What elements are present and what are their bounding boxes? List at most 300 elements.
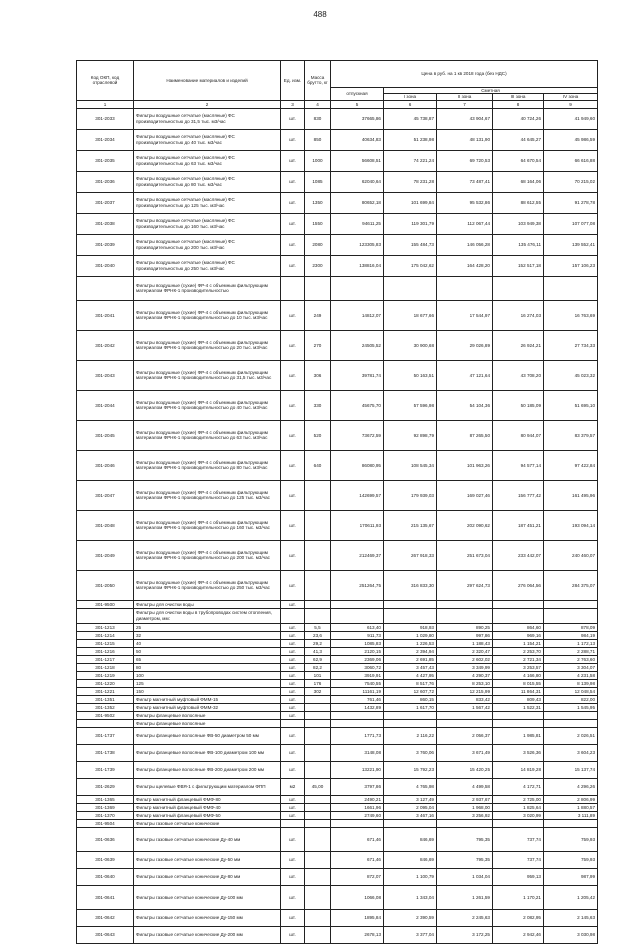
name-cell: Фильтры газовые сетчатые конические Ду-200 мм (134, 926, 281, 943)
zone2-price-cell: 47 121,64 (437, 360, 493, 390)
name-cell: Фильтры воздушные (сухие) ФР-4 с объемным фильтрующим материалом ФРНК-1 производительностью до 200 тыс. м3/час (134, 540, 281, 570)
zone1-price-cell: 57 596,98 (384, 390, 437, 420)
zone2-price-cell: 69 720,53 (437, 150, 493, 171)
zone3-price-cell: 135 476,11 (493, 234, 544, 255)
code-cell: 301-2034 (77, 129, 134, 150)
mass-cell (305, 727, 331, 744)
zone2-price-cell: 1 567,42 (437, 703, 493, 711)
mass-cell (305, 703, 331, 711)
unit-cell: шт. (281, 171, 305, 192)
zone3-price-cell: 8 015,55 (493, 679, 544, 687)
name-cell: Фильтры щелевые ФВЯ-1 с фильтрующим материалом ФПП (134, 778, 281, 795)
zone1-price-cell: 2 116,22 (384, 727, 437, 744)
mass-cell: 249 (305, 300, 331, 330)
name-cell: Фильтры воздушные (сухие) ФР-4 с объемным фильтрующим материалом ФРНК-1 производительностью до 250 тыс. м3/час (134, 570, 281, 600)
unit-cell: шт. (281, 192, 305, 213)
header-estimate: Сметная (384, 88, 598, 94)
zone1-price-cell: 1 343,04 (384, 885, 437, 909)
unit-cell: шт. (281, 510, 305, 540)
zone4-price-cell (544, 719, 598, 727)
release-price-cell: 3148,08 (331, 744, 384, 761)
mass-cell (305, 510, 331, 540)
release-price-cell: 251264,75 (331, 570, 384, 600)
release-price-cell: 7540,55 (331, 679, 384, 687)
mass-cell (305, 744, 331, 761)
zone3-price-cell: 2 082,95 (493, 909, 544, 926)
unit-cell: шт. (281, 926, 305, 943)
release-price-cell: 2678,13 (331, 926, 384, 943)
zone3-price-cell: 959,13 (493, 868, 544, 885)
zone1-price-cell: 74 221,24 (384, 150, 437, 171)
unit-cell: шт. (281, 803, 305, 811)
unit-cell: шт. (281, 851, 305, 868)
zone1-price-cell: 3 127,49 (384, 795, 437, 803)
table-row (77, 811, 598, 819)
zone3-price-cell (493, 276, 544, 300)
table-row (77, 827, 598, 851)
table-row (77, 150, 598, 171)
zone4-price-cell: 3 304,07 (544, 663, 598, 671)
name-cell: Фильтры воздушные сетчатые (масляные) ФС производительностью до 250 тыс. м3/час (134, 255, 281, 276)
zone2-price-cell (437, 608, 493, 623)
release-price-cell: 613,40 (331, 623, 384, 631)
name-cell: Фильтры воздушные (сухие) ФР-4 с объемным фильтрующим материалом ФРНК-1 производительностью до 40 тыс. м3/час (134, 390, 281, 420)
zone4-price-cell: 2 763,60 (544, 655, 598, 663)
release-price-cell: 671,46 (331, 851, 384, 868)
release-price-cell: 56608,51 (331, 150, 384, 171)
zone2-price-cell (437, 719, 493, 727)
zone1-price-cell: 267 918,33 (384, 540, 437, 570)
column-number: 3 (281, 100, 305, 108)
name-cell: Фильтры фланцевые волосяные ФВ-100 диаметром 100 мм (134, 744, 281, 761)
zone2-price-cell: 297 624,73 (437, 570, 493, 600)
unit-cell: шт. (281, 885, 305, 909)
release-price-cell: 671,46 (331, 827, 384, 851)
zone1-price-cell: 4 765,98 (384, 778, 437, 795)
unit-cell: шт. (281, 811, 305, 819)
name-cell: Фильтры фланцевые волосяные (134, 711, 281, 719)
zone3-price-cell: 1 170,21 (493, 885, 544, 909)
name-cell: 100 (134, 671, 281, 679)
table-row (77, 647, 598, 655)
mass-cell (305, 851, 331, 868)
zone3-price-cell: 152 517,18 (493, 255, 544, 276)
zone3-price-cell: 44 645,27 (493, 129, 544, 150)
unit-cell (281, 719, 305, 727)
code-cell: 301-1369 (77, 803, 134, 811)
table-row (77, 909, 598, 926)
zone1-price-cell: 78 231,28 (384, 171, 437, 192)
unit-cell: шт. (281, 868, 305, 885)
mass-cell: 270 (305, 330, 331, 360)
name-cell: 150 (134, 687, 281, 695)
mass-cell (305, 711, 331, 719)
column-number: 9 (544, 100, 598, 108)
zone4-price-cell: 27 734,33 (544, 330, 598, 360)
zone4-price-cell: 1 205,42 (544, 885, 598, 909)
zone1-price-cell: 846,69 (384, 851, 437, 868)
zone3-price-cell: 103 949,38 (493, 213, 544, 234)
table-row (77, 623, 598, 631)
zone2-price-cell: 169 027,46 (437, 480, 493, 510)
mass-cell: 830 (305, 108, 331, 129)
zone1-price-cell (384, 608, 437, 623)
zone4-price-cell: 284 375,07 (544, 570, 598, 600)
zone1-price-cell: 15 792,23 (384, 761, 437, 778)
name-cell: Фильтры газовые сетчатые конические Ду-80 мм (134, 868, 281, 885)
header-zone2: II зона (437, 94, 493, 100)
name-cell: Фильтры воздушные сетчатые (масляные) ФС производительностью до 63 тыс. м3/час (134, 150, 281, 171)
mass-cell: 62,9 (305, 655, 331, 663)
mass-cell: 29,2 (305, 639, 331, 647)
code-cell: 301-2035 (77, 150, 134, 171)
zone4-price-cell: 240 460,07 (544, 540, 598, 570)
code-cell: 301-2037 (77, 192, 134, 213)
zone3-price-cell: 864,60 (493, 623, 544, 631)
code-cell: 301-2040 (77, 255, 134, 276)
release-price-cell (331, 719, 384, 727)
unit-cell: шт. (281, 744, 305, 761)
zone2-price-cell: 890,25 (437, 623, 493, 631)
release-price-cell: 1771,73 (331, 727, 384, 744)
page-number: 488 (313, 10, 327, 19)
zone4-price-cell: 1 880,57 (544, 803, 598, 811)
zone2-price-cell: 48 131,90 (437, 129, 493, 150)
table-row (77, 719, 598, 727)
table-row (77, 695, 598, 703)
table-row (77, 330, 598, 360)
name-cell: Фильтры газовые сетчатые конические Ду-100 мм (134, 885, 281, 909)
zone3-price-cell: 88 612,55 (493, 192, 544, 213)
zone3-price-cell: 43 708,20 (493, 360, 544, 390)
zone3-price-cell: 1 985,81 (493, 727, 544, 744)
mass-cell (305, 600, 331, 608)
zone3-price-cell: 187 451,21 (493, 510, 544, 540)
code-cell: 301-1370 (77, 811, 134, 819)
zone3-price-cell: 2 253,70 (493, 647, 544, 655)
release-price-cell: 45675,70 (331, 390, 384, 420)
zone2-price-cell: 251 673,04 (437, 540, 493, 570)
name-cell: Фильтры для очистки воды в трубопроводах систем отопления, диаметром, мм: (134, 608, 281, 623)
mass-cell (305, 909, 331, 926)
zone1-price-cell: 45 738,87 (384, 108, 437, 129)
name-cell: Фильтры воздушные (сухие) ФР-4 с объемным фильтрующим материалом ФРНК-1 производительностью (134, 276, 281, 300)
table-row (77, 679, 598, 687)
release-price-cell: 2749,60 (331, 811, 384, 819)
zone1-price-cell: 30 900,68 (384, 330, 437, 360)
zone3-price-cell: 3 020,99 (493, 811, 544, 819)
zone4-price-cell: 161 495,96 (544, 480, 598, 510)
zone2-price-cell: 3 256,92 (437, 811, 493, 819)
zone4-price-cell: 3 111,89 (544, 811, 598, 819)
zone4-price-cell: 822,00 (544, 695, 598, 703)
name-cell: 125 (134, 679, 281, 687)
unit-cell: шт. (281, 671, 305, 679)
name-cell: 40 (134, 639, 281, 647)
zone4-price-cell: 45 023,32 (544, 360, 598, 390)
zone4-price-cell (544, 711, 598, 719)
zone4-price-cell: 987,99 (544, 868, 598, 885)
zone3-price-cell (493, 719, 544, 727)
column-number-row (77, 100, 598, 108)
mass-cell: 302 (305, 687, 331, 695)
zone4-price-cell: 157 106,23 (544, 255, 598, 276)
code-cell: 301-1737 (77, 727, 134, 744)
mass-cell (305, 868, 331, 885)
zone4-price-cell: 2 806,99 (544, 795, 598, 803)
table-row (77, 213, 598, 234)
release-price-cell: 3797,86 (331, 778, 384, 795)
mass-cell: 101 (305, 671, 331, 679)
release-price-cell: 142699,57 (331, 480, 384, 510)
name-cell: 50 (134, 647, 281, 655)
zone1-price-cell: 3 377,04 (384, 926, 437, 943)
name-cell: Фильтры газовые сетчатые конические (134, 819, 281, 827)
unit-cell: шт. (281, 360, 305, 390)
code-cell: 301-9502 (77, 711, 134, 719)
release-price-cell: 80652,18 (331, 192, 384, 213)
header-zone4: IV зона (544, 94, 598, 100)
code-cell: 301-2039 (77, 234, 134, 255)
zone4-price-cell: 41 949,60 (544, 108, 598, 129)
zone2-price-cell: 87 265,50 (437, 420, 493, 450)
unit-cell: шт. (281, 150, 305, 171)
release-price-cell: 170611,93 (331, 510, 384, 540)
zone4-price-cell: 16 763,69 (544, 300, 598, 330)
table-row (77, 631, 598, 639)
unit-cell: шт. (281, 909, 305, 926)
zone2-price-cell (437, 276, 493, 300)
zone3-price-cell: 969,16 (493, 631, 544, 639)
release-price-cell: 62040,64 (331, 171, 384, 192)
code-cell: 301-2045 (77, 420, 134, 450)
release-price-cell (331, 608, 384, 623)
code-cell: 301-2043 (77, 360, 134, 390)
code-cell: 301-2048 (77, 510, 134, 540)
code-cell: 301-2036 (77, 171, 134, 192)
name-cell: 65 (134, 655, 281, 663)
zone2-price-cell: 795,35 (437, 851, 493, 868)
unit-cell: шт. (281, 330, 305, 360)
zone2-price-cell: 1 968,00 (437, 803, 493, 811)
table-row (77, 885, 598, 909)
table-row (77, 255, 598, 276)
release-price-cell: 1066,08 (331, 885, 384, 909)
code-cell: 301-0636 (77, 827, 134, 851)
zone3-price-cell: 233 442,07 (493, 540, 544, 570)
zone3-price-cell: 26 924,21 (493, 330, 544, 360)
mass-cell: 2080 (305, 234, 331, 255)
release-price-cell: 1085,83 (331, 639, 384, 647)
release-price-cell: 2490,21 (331, 795, 384, 803)
column-number: 6 (384, 100, 437, 108)
zone1-price-cell: 3 467,16 (384, 811, 437, 819)
table-row (77, 390, 598, 420)
name-cell: Фильтр магнитный фланцевый ФМФ-80 (134, 795, 281, 803)
release-price-cell: 123305,83 (331, 234, 384, 255)
zone3-price-cell: 156 777,42 (493, 480, 544, 510)
header-name: Наименование материалов и изделий (134, 61, 281, 101)
zone4-price-cell: 97 422,84 (544, 450, 598, 480)
table-row (77, 671, 598, 679)
zone3-price-cell: 4 166,80 (493, 671, 544, 679)
table-row (77, 761, 598, 778)
zone1-price-cell: 1 226,53 (384, 639, 437, 647)
code-cell: 301-2046 (77, 450, 134, 480)
release-price-cell: 2369,06 (331, 655, 384, 663)
unit-cell: шт. (281, 600, 305, 608)
mass-cell (305, 761, 331, 778)
release-price-cell: 911,73 (331, 631, 384, 639)
mass-cell (305, 480, 331, 510)
zone4-price-cell: 91 278,78 (544, 192, 598, 213)
zone1-price-cell: 3 760,06 (384, 744, 437, 761)
code-cell: 301-1365 (77, 795, 134, 803)
zone4-price-cell: 1 172,13 (544, 639, 598, 647)
code-cell: 301-2049 (77, 540, 134, 570)
zone4-price-cell: 878,09 (544, 623, 598, 631)
zone1-price-cell: 860,15 (384, 695, 437, 703)
unit-cell: шт. (281, 663, 305, 671)
table-row (77, 727, 598, 744)
zone1-price-cell: 2 394,94 (384, 647, 437, 655)
code-cell (77, 719, 134, 727)
name-cell: Фильтры воздушные (сухие) ФР-4 с объемным фильтрующим материалом ФРНК-1 производительностью до 125 тыс. м3/час (134, 480, 281, 510)
unit-cell: шт. (281, 420, 305, 450)
release-price-cell: 212469,37 (331, 540, 384, 570)
code-cell: 301-2033 (77, 108, 134, 129)
code-cell: 301-1738 (77, 744, 134, 761)
unit-cell: шт. (281, 703, 305, 711)
mass-cell: 1550 (305, 213, 331, 234)
name-cell: Фильтры газовые сетчатые конические Ду-40 мм (134, 827, 281, 851)
zone4-price-cell: 2 145,63 (544, 909, 598, 926)
mass-cell: 520 (305, 420, 331, 450)
zone4-price-cell: 4 231,58 (544, 671, 598, 679)
unit-cell: шт. (281, 213, 305, 234)
zone2-price-cell: 146 056,28 (437, 234, 493, 255)
name-cell: Фильтры воздушные (сухие) ФР-4 с объемным фильтрующим материалом ФРНК-1 производительностью до 31,5 тыс. м3/час (134, 360, 281, 390)
zone3-price-cell: 276 064,56 (493, 570, 544, 600)
price-table (76, 60, 598, 944)
mass-cell: 306 (305, 360, 331, 390)
mass-cell (305, 819, 331, 827)
unit-cell: шт. (281, 711, 305, 719)
zone1-price-cell: 8 517,76 (384, 679, 437, 687)
column-number: 1 (77, 100, 134, 108)
zone2-price-cell: 2 245,63 (437, 909, 493, 926)
zone4-price-cell: 70 215,02 (544, 171, 598, 192)
zone1-price-cell: 918,93 (384, 623, 437, 631)
code-cell: 301-1218 (77, 663, 134, 671)
release-price-cell: 1661,96 (331, 803, 384, 811)
unit-cell: шт. (281, 655, 305, 663)
column-number: 8 (493, 100, 544, 108)
release-price-cell: 138816,04 (331, 255, 384, 276)
zone4-price-cell: 12 048,54 (544, 687, 598, 695)
mass-cell (305, 608, 331, 623)
zone2-price-cell: 95 532,86 (437, 192, 493, 213)
name-cell: Фильтры воздушные (сухие) ФР-4 с объемным фильтрующим материалом ФРНК-1 производительностью до 63 тыс. м3/час (134, 420, 281, 450)
name-cell: Фильтры воздушные (сухие) ФР-4 с объемным фильтрующим материалом ФРНК-1 производительностью до 80 тыс. м3/час (134, 450, 281, 480)
zone2-price-cell: 112 067,44 (437, 213, 493, 234)
unit-cell: шт. (281, 129, 305, 150)
unit-cell (281, 276, 305, 300)
release-price-cell: 14812,07 (331, 300, 384, 330)
zone4-price-cell: 51 695,10 (544, 390, 598, 420)
code-cell: 301-1216 (77, 647, 134, 655)
code-cell: 301-1213 (77, 623, 134, 631)
unit-cell: шт. (281, 679, 305, 687)
zone2-price-cell: 12 215,99 (437, 687, 493, 695)
code-cell: 301-1221 (77, 687, 134, 695)
zone4-price-cell: 2 026,51 (544, 727, 598, 744)
zone1-price-cell: 18 677,66 (384, 300, 437, 330)
code-cell: 301-0639 (77, 851, 134, 868)
name-cell: Фильтры газовые сетчатые конические Ду-50 мм (134, 851, 281, 868)
name-cell: Фильтр магнитный муфтовый ФММ-15 (134, 695, 281, 703)
name-cell: Фильтры воздушные (сухие) ФР-4 с объемным фильтрующим материалом ФРНК-1 производительностью до 10 тыс. м3/час (134, 300, 281, 330)
zone4-price-cell: 1 545,95 (544, 703, 598, 711)
zone4-price-cell: 107 077,08 (544, 213, 598, 234)
zone3-price-cell: 14 819,28 (493, 761, 544, 778)
mass-cell: 45,00 (305, 778, 331, 795)
release-price-cell (331, 276, 384, 300)
mass-cell (305, 885, 331, 909)
table-row (77, 868, 598, 885)
name-cell: Фильтры воздушные (сухие) ФР-4 с объемным фильтрующим материалом ФРНК-1 производительностью до 160 тыс. м3/час (134, 510, 281, 540)
unit-cell: шт. (281, 761, 305, 778)
unit-cell: шт. (281, 623, 305, 631)
code-cell: 301-9504 (77, 819, 134, 827)
zone2-price-cell: 17 544,97 (437, 300, 493, 330)
code-cell: 301-2050 (77, 570, 134, 600)
unit-cell: шт. (281, 639, 305, 647)
zone2-price-cell (437, 600, 493, 608)
zone1-price-cell: 92 898,79 (384, 420, 437, 450)
zone2-price-cell: 101 963,26 (437, 450, 493, 480)
zone2-price-cell: 15 420,25 (437, 761, 493, 778)
mass-cell (305, 827, 331, 851)
zone3-price-cell: 94 577,14 (493, 450, 544, 480)
zone4-price-cell (544, 819, 598, 827)
code-cell: 301-2041 (77, 300, 134, 330)
table-row (77, 926, 598, 943)
zone3-price-cell: 809,43 (493, 695, 544, 703)
zone2-price-cell (437, 711, 493, 719)
zone3-price-cell: 2 725,00 (493, 795, 544, 803)
unit-cell: шт. (281, 631, 305, 639)
code-cell: 301-2038 (77, 213, 134, 234)
zone4-price-cell (544, 276, 598, 300)
name-cell: Фильтры воздушные сетчатые (масляные) ФС производительностью до 125 тыс. м3/час (134, 192, 281, 213)
zone3-price-cell: 1 522,31 (493, 703, 544, 711)
code-cell: 301-2047 (77, 480, 134, 510)
zone1-price-cell: 12 607,72 (384, 687, 437, 695)
zone2-price-cell: 3 349,99 (437, 663, 493, 671)
header-zone1: I зона (384, 94, 437, 100)
zone1-price-cell: 1 617,70 (384, 703, 437, 711)
table-row (77, 687, 598, 695)
zone2-price-cell: 1 034,04 (437, 868, 493, 885)
code-cell: 301-1739 (77, 761, 134, 778)
release-price-cell: 11161,19 (331, 687, 384, 695)
mass-cell (305, 719, 331, 727)
header-release: отпускная (331, 88, 384, 101)
zone4-price-cell: 8 139,98 (544, 679, 598, 687)
code-cell: 301-2042 (77, 330, 134, 360)
zone1-price-cell: 179 939,03 (384, 480, 437, 510)
